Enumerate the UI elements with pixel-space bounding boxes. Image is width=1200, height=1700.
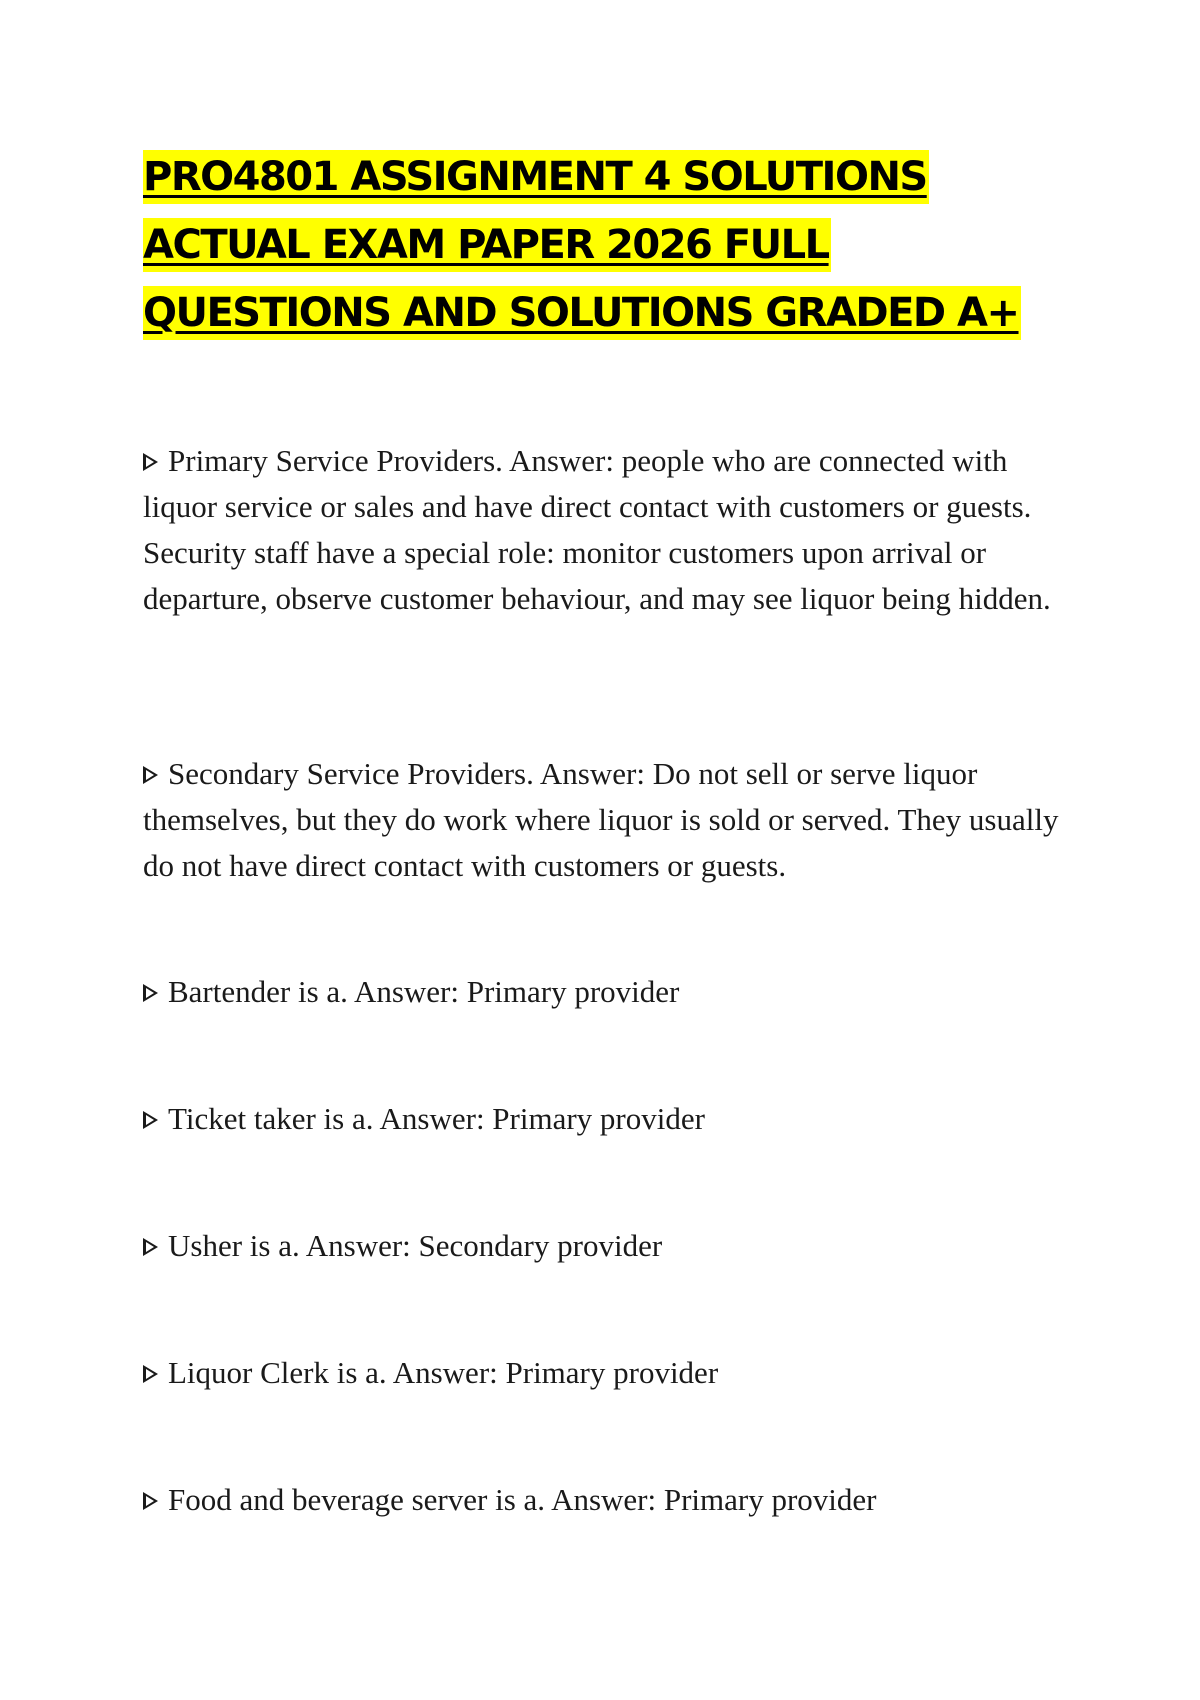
qa-item	[143, 1096, 1063, 1142]
triangle-bullet-icon	[143, 1492, 158, 1510]
title-line-2: ACTUAL EXAM PAPER 2026 FULL	[143, 218, 831, 272]
qa-item	[143, 1223, 1063, 1269]
document-title	[143, 150, 1083, 354]
triangle-bullet-icon	[143, 984, 158, 1002]
qa-item-text: Primary Service Providers. Answer: people who are connected with liquor service or sales and have direct contact with customers or guests. Security staff have a special role: monitor customers upon arrival or departure, observe customer behaviour, and may see liquor being hidden.	[143, 443, 1051, 616]
qa-item	[143, 1477, 1063, 1523]
triangle-bullet-icon	[143, 453, 158, 471]
qa-item-text: Liquor Clerk is a. Answer: Primary provider	[168, 1355, 719, 1390]
title-line-3: QUESTIONS AND SOLUTIONS GRADED A+	[143, 286, 1021, 340]
triangle-bullet-icon	[143, 1365, 158, 1383]
qa-item	[143, 969, 1063, 1015]
title-line-1: PRO4801 ASSIGNMENT 4 SOLUTIONS	[143, 150, 929, 204]
qa-item-text: Bartender is a. Answer: Primary provider	[168, 974, 680, 1009]
qa-item-text: Ticket taker is a. Answer: Primary provider	[168, 1101, 705, 1136]
qa-item	[143, 438, 1063, 622]
qa-item-text: Food and beverage server is a. Answer: Primary provider	[168, 1482, 877, 1517]
triangle-bullet-icon	[143, 1111, 158, 1129]
qa-item	[143, 751, 1063, 889]
triangle-bullet-icon	[143, 1238, 158, 1256]
qa-item-text: Usher is a. Answer: Secondary provider	[168, 1228, 663, 1263]
qa-item-text: Secondary Service Providers. Answer: Do not sell or serve liquor themselves, but they do work where liquor is sold or served. They usually do not have direct contact with customers or guests.	[143, 756, 1059, 883]
triangle-bullet-icon	[143, 766, 158, 784]
qa-item	[143, 1350, 1063, 1396]
